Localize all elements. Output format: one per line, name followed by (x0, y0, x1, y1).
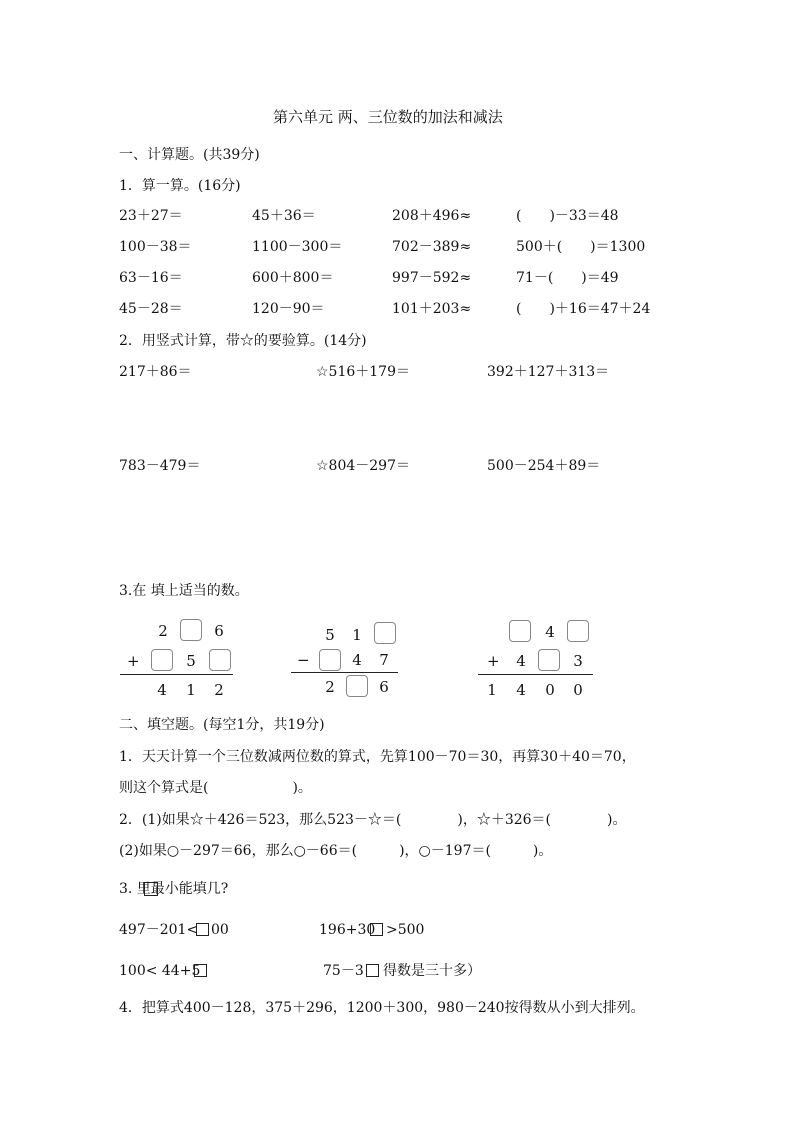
puzzle-digit: 3 (573, 652, 583, 670)
q1-item: 63－16＝ (119, 270, 183, 286)
q2-label: 2．用竖式计算，带☆的要验算。(14分) (119, 333, 367, 349)
puzzle-digit: 4 (352, 651, 362, 669)
q3-item-a-post: 00 (211, 922, 229, 938)
q3-label: 3.在 填上适当的数。 (119, 583, 249, 599)
q2-item: 217＋86＝ (119, 364, 192, 380)
answer-square[interactable] (196, 923, 209, 936)
answer-box[interactable] (151, 649, 173, 671)
fill-q1-line2: 则这个算式是( )。 (119, 780, 312, 796)
puzzle-digit: 4 (516, 681, 526, 699)
puzzle-digit: 4 (545, 623, 555, 641)
q1-item: 997－592≈ (392, 270, 472, 286)
q1-item: 101＋203≈ (392, 301, 472, 317)
q1-item: 23＋27＝ (119, 208, 183, 224)
q3-item-b-post: >500 (386, 922, 425, 938)
q2-item: ☆516＋179＝ (316, 364, 410, 380)
square-icon (144, 882, 158, 896)
q2-item: ☆804－297＝ (316, 458, 410, 474)
q3-item-c-pre: 100< 44+5 (119, 963, 201, 979)
q1-item: 45＋36＝ (252, 208, 316, 224)
puzzle-digit: 2 (214, 681, 224, 699)
puzzle-digit: 6 (379, 678, 389, 696)
puzzle-digit: 4 (157, 681, 167, 699)
q2-item: 500－254＋89＝ (487, 458, 601, 474)
fill-q2-line1: 2．(1)如果☆＋426＝523，那么523－☆＝( )，☆＋326＝( )。 (119, 812, 627, 828)
q2-item: 392＋127＋313＝ (487, 364, 610, 380)
page-title: 第六单元 两、三位数的加法和减法 (273, 108, 503, 126)
answer-box[interactable] (509, 620, 531, 642)
q1-item: 208＋496≈ (392, 208, 472, 224)
fill-q2-line2: (2)如果○－297＝66，那么○－66＝( )，○－197＝( )。 (119, 843, 553, 859)
puzzle-digit: 0 (573, 681, 583, 699)
difference-line (291, 672, 398, 673)
q1-label: 1．算一算。(16分) (119, 178, 241, 194)
puzzle-digit: 0 (545, 681, 555, 699)
q3-item-a-pre: 497－201< (119, 922, 199, 938)
answer-box[interactable] (538, 649, 560, 671)
q1-item: ( )－33＝48 (516, 208, 619, 224)
answer-square[interactable] (366, 964, 379, 977)
puzzle-digit: 1 (352, 626, 362, 644)
puzzle-digit: 2 (325, 678, 335, 696)
puzzle-digit: 5 (186, 652, 196, 670)
q1-item: 600＋800＝ (252, 270, 334, 286)
sum-line (478, 674, 593, 675)
q3-item-b-pre: 196+30 (319, 922, 376, 938)
q3-item-d-pre: 75－3 (323, 963, 364, 979)
puzzle-digit: 6 (214, 622, 224, 640)
section2-heading: 二、填空题。(每空1分，共19分) (119, 717, 325, 733)
answer-square[interactable] (370, 923, 383, 936)
puzzle-digit: 2 (158, 622, 168, 640)
q1-item: 100－38＝ (119, 239, 192, 255)
operator-plus: + (127, 652, 140, 670)
fill-q4: 4．把算式400－128，375＋296，1200＋300，980－240按得数从小到大排列。 (119, 1000, 645, 1016)
q1-item: 500＋( )＝1300 (516, 239, 646, 255)
q1-item: ( )＋16＝47＋24 (516, 301, 651, 317)
q1-item: 71－( )＝49 (516, 270, 619, 286)
fill-q3-label (119, 880, 228, 898)
answer-box[interactable] (346, 675, 368, 697)
operator-plus: + (487, 652, 500, 670)
fill-q1-line1: 1．天天计算一个三位数减两位数的算式，先算100－70＝30，再算30＋40＝70， (119, 749, 636, 765)
answer-box[interactable] (319, 649, 341, 671)
q1-item: 702－389≈ (392, 239, 472, 255)
puzzle-digit: 7 (379, 651, 389, 669)
answer-square[interactable] (194, 964, 207, 977)
sum-line (120, 674, 233, 675)
q2-item: 783－479＝ (119, 458, 201, 474)
q1-item: 120－90＝ (252, 301, 325, 317)
puzzle-digit: 4 (516, 652, 526, 670)
answer-box[interactable] (374, 622, 396, 644)
answer-box[interactable] (180, 619, 202, 641)
answer-box[interactable] (567, 620, 589, 642)
puzzle-digit: 1 (487, 681, 497, 699)
q3-item-d-post: 得数是三十多） (383, 963, 481, 979)
q1-item: 45－28＝ (119, 301, 183, 317)
puzzle-digit: 1 (186, 681, 196, 699)
section1-heading: 一、计算题。(共39分) (119, 147, 260, 163)
answer-box[interactable] (209, 649, 231, 671)
puzzle-digit: 5 (325, 626, 335, 644)
operator-minus: − (297, 651, 310, 669)
q1-item: 1100－300＝ (252, 239, 343, 255)
fill-q3-label-text: 3. 里最小能填几? (119, 881, 229, 897)
